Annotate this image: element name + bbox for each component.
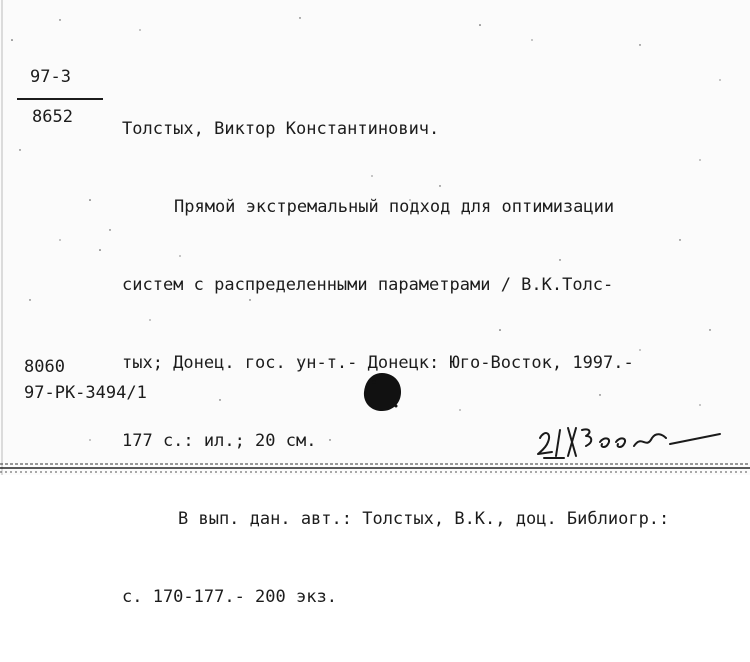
registration-code: 97-РК-3494/1 — [24, 383, 147, 403]
inventory-number: 8060 — [24, 357, 65, 377]
call-number-top: 97-3 — [30, 67, 71, 87]
entry-title-continued: систем с распределенными параметрами / В.К.Толс- — [122, 275, 614, 295]
call-number-divider — [17, 98, 103, 100]
entry-publication: тых; Донец. гос. ун-т.- Донецк: Юго-Восток, 1997.- — [122, 353, 634, 373]
handwritten-signature-icon — [530, 420, 730, 462]
entry-title: Прямой экстремальный подход для оптимизации — [174, 197, 615, 217]
entry-author: Толстых, Виктор Константинович. — [122, 119, 440, 139]
ink-blot-icon — [360, 370, 404, 414]
entry-physical-description: 177 с.: ил.; 20 см. — [122, 431, 317, 451]
entry-note: В вып. дан. авт.: Толстых, В.К., доц. Библиогр.: — [178, 509, 670, 529]
bibliographic-entry — [122, 64, 669, 662]
call-number-bottom: 8652 — [32, 107, 73, 127]
card-bottom-edge — [0, 462, 750, 475]
entry-note-continued: с. 170-177.- 200 экз. — [122, 587, 337, 607]
